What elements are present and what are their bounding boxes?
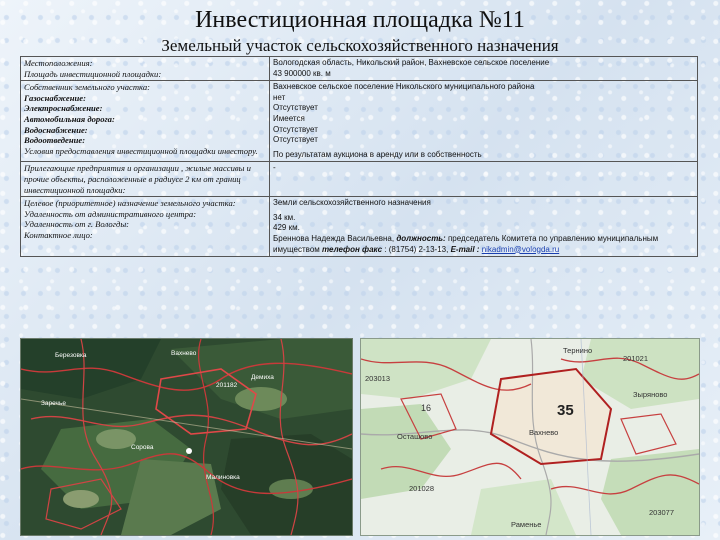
value-cell bbox=[270, 197, 698, 257]
settlement-marker bbox=[186, 448, 192, 454]
map-label: Малиновка bbox=[206, 474, 240, 481]
table-row bbox=[21, 197, 698, 257]
table-row bbox=[21, 57, 698, 81]
value-location: Вологодская область, Никольский район, Вахневское сельское поселение bbox=[273, 58, 550, 67]
label-cell bbox=[21, 57, 270, 81]
contact-email-link[interactable]: nikadmin@vologda.ru bbox=[481, 244, 560, 254]
label-water: Водоснабжение: bbox=[24, 124, 88, 135]
map-label: Вахнево bbox=[529, 428, 559, 437]
map-label: 201028 bbox=[409, 484, 435, 493]
map-label: 203013 bbox=[365, 374, 391, 383]
label-sewerage: Водоотведение: bbox=[24, 135, 86, 146]
map-label: 201021 bbox=[623, 354, 649, 363]
value-sewerage: Отсутствует bbox=[273, 135, 318, 145]
label-gas: Газоснабжение: bbox=[24, 92, 86, 103]
page-title: Инвестиционная площадка №11 bbox=[195, 7, 525, 33]
contact-position: председатель Комитета по управлению муниципальным имуществом bbox=[273, 233, 659, 254]
label-nearby-objects: Прилегающие предприятия и организации , жилые массивы и прочие объекты, расположенные в радиусе 2 км от границ инвестиционной площадки: bbox=[24, 163, 251, 195]
label-area: Площадь инвестиционной площадки: bbox=[24, 68, 162, 79]
contact-phone: : (81754) 2-13-13, bbox=[384, 244, 449, 254]
label-contact: Контактное лицо: bbox=[24, 229, 93, 240]
contact-position-label: должность: bbox=[396, 233, 446, 243]
label-road: Автомобильная дорога: bbox=[24, 113, 115, 124]
contact-name: Бреннова Надежда Васильевна, bbox=[273, 233, 395, 243]
label-cell bbox=[21, 162, 270, 197]
label-cell bbox=[21, 197, 270, 257]
map-label: Тернино bbox=[563, 346, 593, 355]
map-label: 203077 bbox=[649, 508, 675, 517]
label-electricity: Электроснабжение: bbox=[24, 103, 103, 114]
map-label: Демиха bbox=[251, 374, 274, 381]
label-distance-center: Удаленность от административного центра: bbox=[24, 208, 197, 219]
table-row bbox=[21, 162, 698, 197]
contact-phone-label: телефон факс bbox=[322, 244, 383, 254]
value-distance-center: 34 км. bbox=[273, 212, 296, 222]
investment-site-table bbox=[20, 56, 698, 257]
page-subtitle: Земельный участок сельскохозяйственного назначения bbox=[161, 36, 559, 55]
label-cell bbox=[21, 81, 270, 162]
label-location: Местоположения: bbox=[24, 58, 93, 68]
value-road: Имеется bbox=[273, 113, 305, 123]
label-distance-vologda: Удаленность от г. Вологды: bbox=[24, 219, 130, 230]
table-row bbox=[21, 81, 698, 162]
cadastral-map bbox=[360, 338, 700, 536]
value-purpose: Земли сельскохозяйственного назначения bbox=[273, 198, 431, 208]
value-electricity: Отсутствует bbox=[273, 103, 318, 113]
value-water: Отсутствует bbox=[273, 124, 318, 134]
map-label: 35 bbox=[557, 402, 574, 419]
map-label: Осташово bbox=[397, 432, 433, 441]
map-label: Заречье bbox=[41, 400, 66, 407]
label-owner: Собственник земельного участка: bbox=[24, 82, 150, 93]
value-cell bbox=[270, 162, 698, 197]
value-owner: Вахневское сельское поселение Никольского муниципального района bbox=[273, 82, 535, 92]
value-distance-vologda: 429 км. bbox=[273, 223, 300, 233]
value-contact bbox=[273, 234, 694, 255]
map-label: Березовка bbox=[55, 352, 87, 359]
map-label: Раменье bbox=[511, 520, 542, 529]
label-conditions: Условия предоставления инвестиционной площадки инвестору. bbox=[24, 145, 258, 156]
maps-area bbox=[20, 338, 700, 534]
value-gas: нет bbox=[273, 92, 286, 102]
value-conditions: По результатам аукциона в аренду или в собственность bbox=[273, 149, 482, 159]
map-label: Сорова bbox=[131, 444, 154, 451]
value-area: 43 900000 кв. м bbox=[273, 68, 331, 78]
label-purpose: Целевое (приоритетное) назначение земельного участка: bbox=[24, 198, 236, 209]
map-label: Вахнево bbox=[171, 350, 197, 357]
value-cell bbox=[270, 57, 698, 81]
value-cell bbox=[270, 81, 698, 162]
contact-email-label: E-mail : bbox=[450, 244, 480, 254]
value-nearby-objects: - bbox=[273, 163, 276, 173]
map-label: 16 bbox=[421, 403, 432, 413]
map-label: 201182 bbox=[216, 382, 238, 389]
map-label: Зыряново bbox=[633, 390, 668, 399]
satellite-map bbox=[20, 338, 353, 536]
